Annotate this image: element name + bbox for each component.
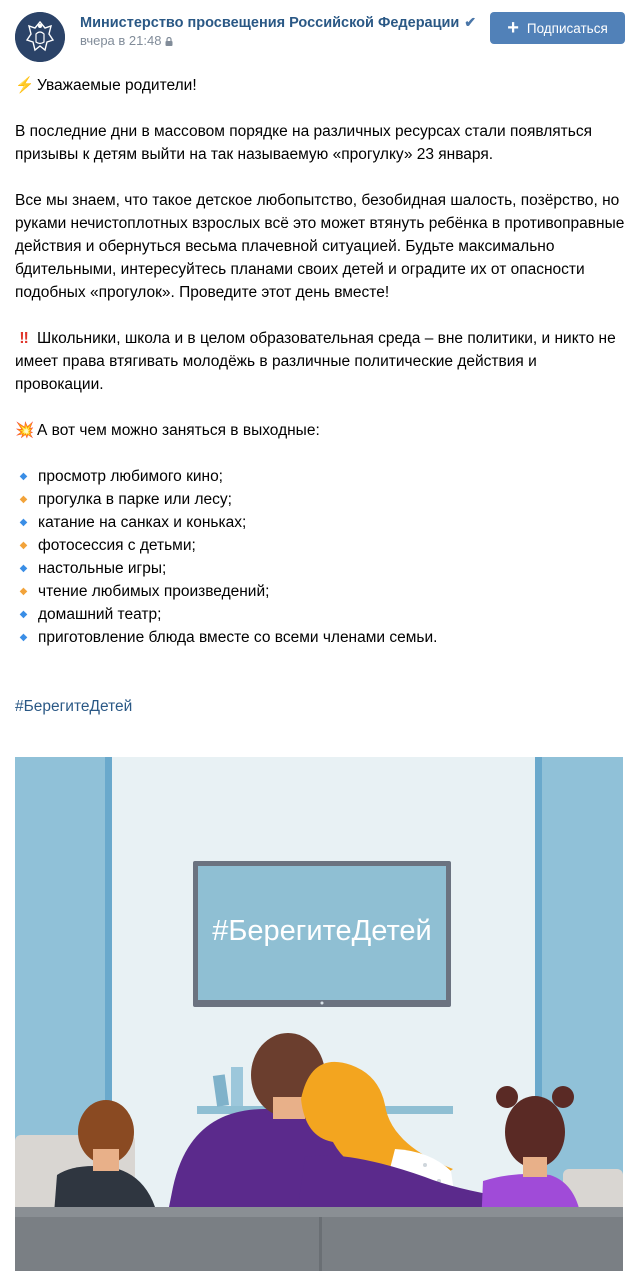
paragraph-3: ‼ Школьники, школа и в целом образовательная среда – вне политики, и никто не имеет права втягивать молодёжь в различные политические действия и провокации. — [15, 327, 627, 396]
paragraph-1: В последние дни в массовом порядке на различных ресурсах стали появляться призывы к детям выйти на так называемую «прогулку» 23 января. — [15, 123, 593, 163]
family-watching-tv-illustration — [15, 757, 623, 1271]
plus-icon: + — [507, 17, 519, 39]
collision-icon: 💥 — [15, 422, 35, 439]
paragraph-2: Все мы знаем, что такое детское любопытство, безобидная шалость, позёрство, но руками нечистоплотных взрослых всё это может втянуть ребёнка в противоправные действия и обернуться весьма плачевной ситуацией. Будьте максимально бдительными, интересуйтесь планами своих детей и оградите их от опасности подобных «прогулок». Проведите этот день вместе! — [15, 192, 625, 301]
blue-diamond-icon: ◆ — [19, 609, 28, 620]
double-exclamation-icon: ‼ — [19, 330, 27, 347]
list-item: ◆ настольные игры; — [15, 557, 627, 580]
list-item: ◆ фотосессия с детьми; — [15, 534, 627, 557]
tv-hashtag-text: #БерегитеДетей — [212, 915, 432, 947]
post-time[interactable]: вчера в 21:48 — [80, 33, 173, 48]
post-text — [15, 74, 627, 718]
blue-diamond-icon: ◆ — [19, 632, 28, 643]
ministry-emblem-icon — [15, 12, 65, 62]
list-item: ◆ просмотр любимого кино; — [15, 465, 627, 488]
blue-diamond-icon: ◆ — [19, 563, 28, 574]
verified-check-icon: ✔ — [464, 14, 477, 30]
author-name[interactable]: Министерство просвещения Российской Федерации ✔ — [80, 14, 477, 31]
list-item: ◆ прогулка в парке или лесу; — [15, 488, 627, 511]
list-item: ◆ катание на санках и коньках; — [15, 511, 627, 534]
list-item: ◆ домашний театр; — [15, 603, 627, 626]
orange-diamond-icon: ◆ — [19, 494, 28, 505]
post-header — [0, 0, 640, 72]
lightning-icon: ⚡ — [15, 77, 35, 94]
author-avatar[interactable] — [15, 12, 65, 62]
post-illustration[interactable] — [15, 757, 623, 1271]
lock-icon — [165, 37, 173, 46]
blue-diamond-icon: ◆ — [19, 517, 28, 528]
activities-list — [15, 465, 627, 649]
blue-diamond-icon: ◆ — [19, 471, 28, 482]
weekend-intro: 💥 А вот чем можно заняться в выходные: — [15, 419, 627, 442]
list-item: ◆ приготовление блюда вместе со всеми членами семьи. — [15, 626, 627, 649]
subscribe-button[interactable]: + Подписаться — [490, 12, 625, 44]
greeting-line: ⚡ Уважаемые родители! — [15, 74, 627, 97]
orange-diamond-icon: ◆ — [19, 586, 28, 597]
orange-diamond-icon: ◆ — [19, 540, 28, 551]
hashtag-link[interactable]: #БерегитеДетей — [15, 698, 133, 715]
list-item: ◆ чтение любимых произведений; — [15, 580, 627, 603]
